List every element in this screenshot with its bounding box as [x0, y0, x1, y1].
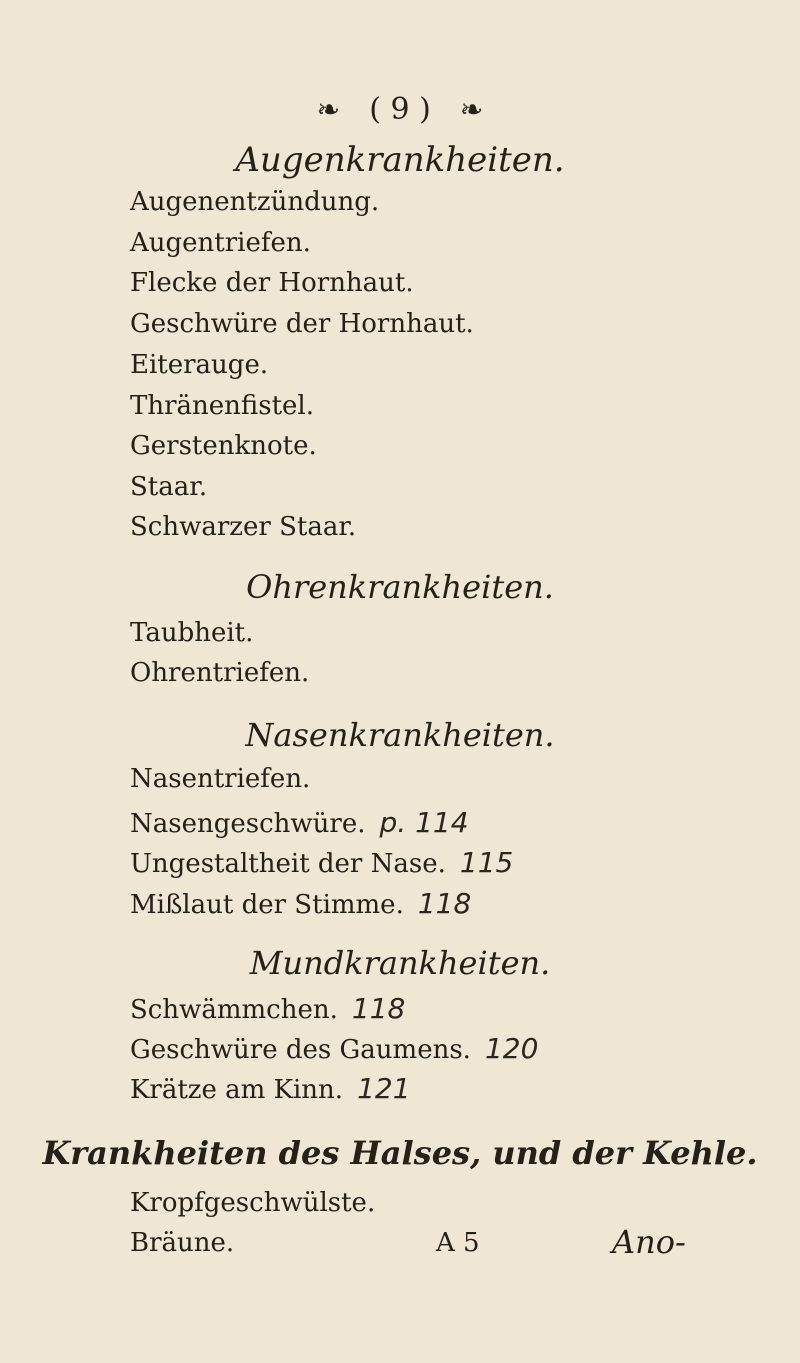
entry: Augenentzündung. — [130, 187, 380, 217]
entry: Ohrentriefen. — [130, 658, 310, 688]
entry: Geschwüre der Hornhaut. — [130, 309, 474, 339]
entry: Krätze am Kinn. 121 — [130, 1072, 411, 1105]
section-title-nose: Nasenkrankheiten. — [245, 716, 555, 754]
entry: Mißlaut der Stimme. 118 — [130, 887, 472, 920]
handwritten-page-note: 118 — [351, 992, 406, 1025]
section-title-ear: Ohrenkrankheiten. — [246, 568, 554, 606]
catchword: Ano- — [612, 1223, 686, 1261]
entry: Nasentriefen. — [130, 764, 311, 794]
handwritten-page-note: 118 — [417, 887, 472, 920]
entry: Nasengeschwüre. p. 114 — [130, 806, 469, 839]
handwritten-page-note: 120 — [484, 1032, 539, 1065]
page-number: ( 9 ) — [369, 92, 431, 127]
entry: Taubheit. — [130, 618, 254, 648]
signature-mark: A 5 — [436, 1228, 480, 1258]
handwritten-page-note: 121 — [357, 1072, 411, 1105]
entry: Schwämmchen. 118 — [130, 992, 406, 1025]
page-header — [0, 92, 800, 127]
handwritten-page-note: p. 114 — [379, 806, 469, 839]
entry: Bräune. — [130, 1228, 235, 1258]
entry: Gerstenknote. — [130, 431, 317, 461]
entry: Kropfgeschwülste. — [130, 1188, 376, 1218]
section-title-mouth: Mundkrankheiten. — [249, 944, 551, 982]
entry: Staar. — [130, 472, 208, 502]
entry: Schwarzer Staar. — [130, 512, 357, 542]
section-title-eye: Augenkrankheiten. — [235, 140, 565, 180]
entry: Augentriefen. — [130, 228, 311, 258]
ornament-left-icon: ❧ — [316, 93, 341, 126]
entry: Ungestaltheit der Nase. 115 — [130, 846, 514, 879]
entry: Flecke der Hornhaut. — [130, 268, 414, 298]
section-title-throat: Krankheiten des Halses, und der Kehle. — [42, 1134, 758, 1172]
entry: Thränenfistel. — [130, 391, 314, 421]
entry: Eiterauge. — [130, 350, 269, 380]
entry: Geschwüre des Gaumens. 120 — [130, 1032, 539, 1065]
handwritten-page-note: 115 — [459, 846, 514, 879]
ornament-right-icon: ❧ — [459, 93, 484, 126]
